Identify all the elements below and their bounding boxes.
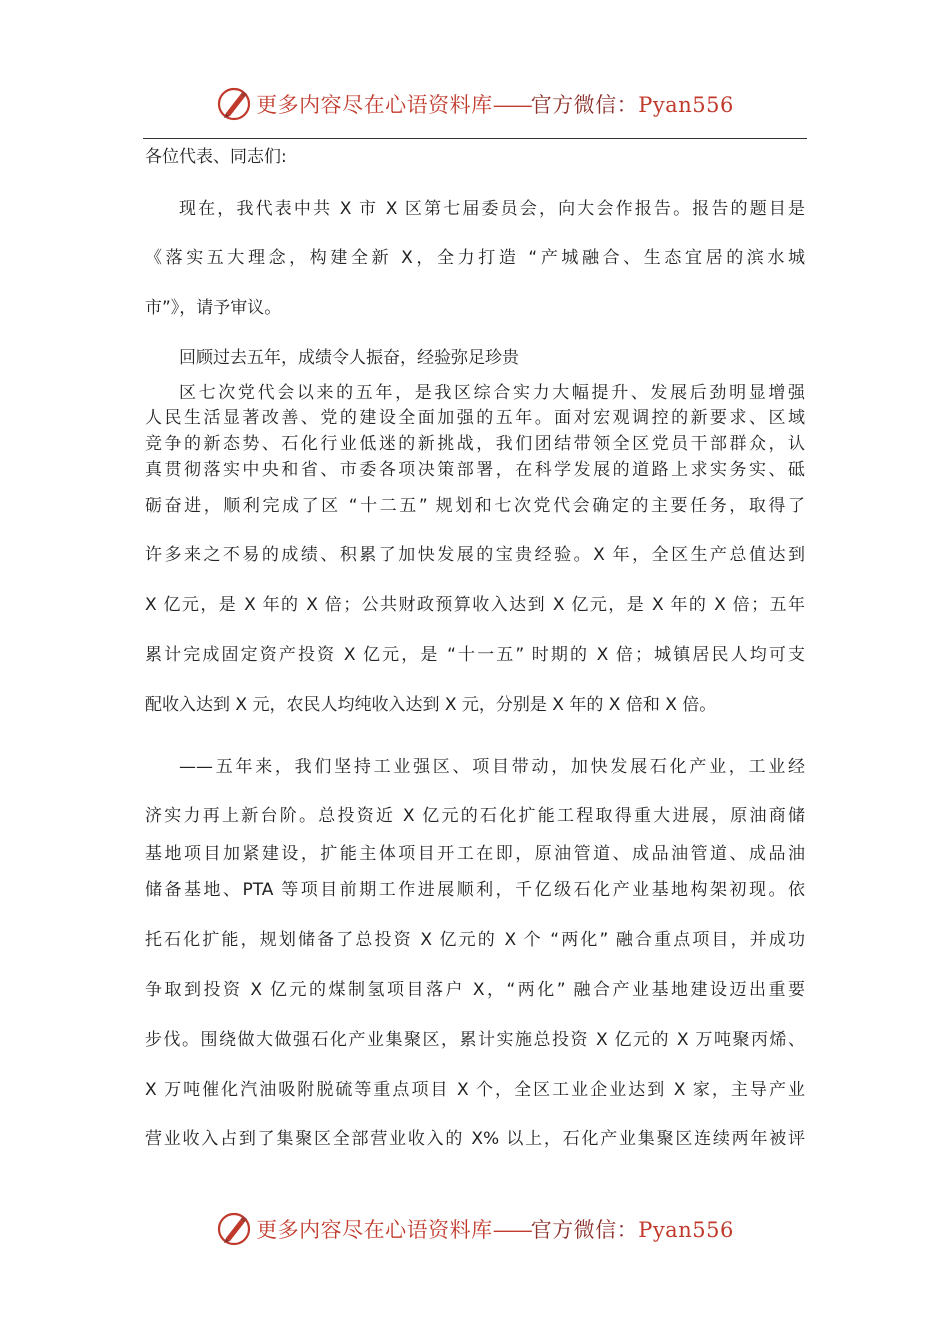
text-line: 竞争的新态势、石化行业低迷的新挑战，我们团结带领全区党员干部群众，认 <box>145 434 805 454</box>
greeting: 各位代表、同志们: <box>145 147 287 167</box>
text-line: 真贯彻落实中央和省、市委各项决策部署，在科学发展的道路上求实务实、砥 <box>145 460 805 480</box>
banner-main-text: 更多内容尽在心语资料库 <box>256 93 493 117</box>
text-line: X 万吨催化汽油吸附脱硫等重点项目 X 个，全区工业企业达到 X 家，主导产业 <box>145 1080 805 1100</box>
banner-wechat-id: Pyan556 <box>638 1218 734 1242</box>
pen-logo-icon <box>216 1211 252 1247</box>
banner-text <box>256 89 734 119</box>
text-line: 营业收入占到了集聚区全部营业收入的 X% 以上，石化产业集聚区连续两年被评 <box>145 1129 805 1149</box>
text-line: 砺奋进，顺利完成了区 “十二五” 规划和七次党代会确定的主要任务，取得了 <box>145 496 805 516</box>
text-line: ——五年来，我们坚持工业强区、项目带动，加快发展石化产业，工业经 <box>179 757 805 777</box>
banner-wechat-id: Pyan556 <box>638 93 734 117</box>
text-line: 步伐。围绕做大做强石化产业集聚区，累计实施总投资 X 亿元的 X 万吨聚丙烯、 <box>145 1030 805 1050</box>
pen-logo-icon <box>216 86 252 122</box>
text-line: 区七次党代会以来的五年，是我区综合实力大幅提升、发展后劲明显增强 <box>179 383 805 403</box>
text-line: 市”》，请予审议。 <box>145 298 282 318</box>
text-line: 托石化扩能，规划储备了总投资 X 亿元的 X 个 “两化” 融合重点项目，并成功 <box>145 930 805 950</box>
header-rule <box>143 138 807 139</box>
text-line: 人民生活显著改善、党的建设全面加强的五年。面对宏观调控的新要求、区域 <box>145 408 805 428</box>
banner-wechat-label: 官方微信： <box>530 93 639 117</box>
footer-banner <box>0 1209 950 1249</box>
text-line: X 亿元，是 X 年的 X 倍；公共财政预算收入达到 X 亿元，是 X 年的 X 倍；五年 <box>145 595 805 615</box>
header-banner <box>0 84 950 124</box>
text-line: 济实力再上新台阶。总投资近 X 亿元的石化扩能工程取得重大进展，原油商储 <box>145 806 805 826</box>
banner-dash: —— <box>492 1218 531 1242</box>
banner-text <box>256 1214 734 1244</box>
section-heading: 回顾过去五年，成绩令人振奋，经验弥足珍贵 <box>179 348 519 368</box>
banner-main-text: 更多内容尽在心语资料库 <box>256 1218 493 1242</box>
text-line: 争取到投资 X 亿元的煤制氢项目落户 X，“两化” 融合产业基地建设迈出重要 <box>145 980 805 1000</box>
text-line: 许多来之不易的成绩、积累了加快发展的宝贵经验。X 年，全区生产总值达到 <box>145 545 805 565</box>
text-line: 储备基地、PTA 等项目前期工作进展顺利，千亿级石化产业基地构架初现。依 <box>145 880 805 900</box>
text-line: 基地项目加紧建设，扩能主体项目开工在即，原油管道、成品油管道、成品油 <box>145 844 805 864</box>
text-line: 现在，我代表中共 X 市 X 区第七届委员会，向大会作报告。报告的题目是 <box>179 199 805 219</box>
text-line: 配收入达到 X 元，农民人均纯收入达到 X 元，分别是 X 年的 X 倍和 X 倍。 <box>145 695 717 715</box>
banner-dash: —— <box>492 93 531 117</box>
banner-wechat-label: 官方微信： <box>530 1218 639 1242</box>
text-line: 累计完成固定资产投资 X 亿元，是 “十一五” 时期的 X 倍；城镇居民人均可支 <box>145 645 805 665</box>
text-line: 《落实五大理念，构建全新 X，全力打造 “产城融合、生态宜居的滨水城 <box>145 248 805 268</box>
